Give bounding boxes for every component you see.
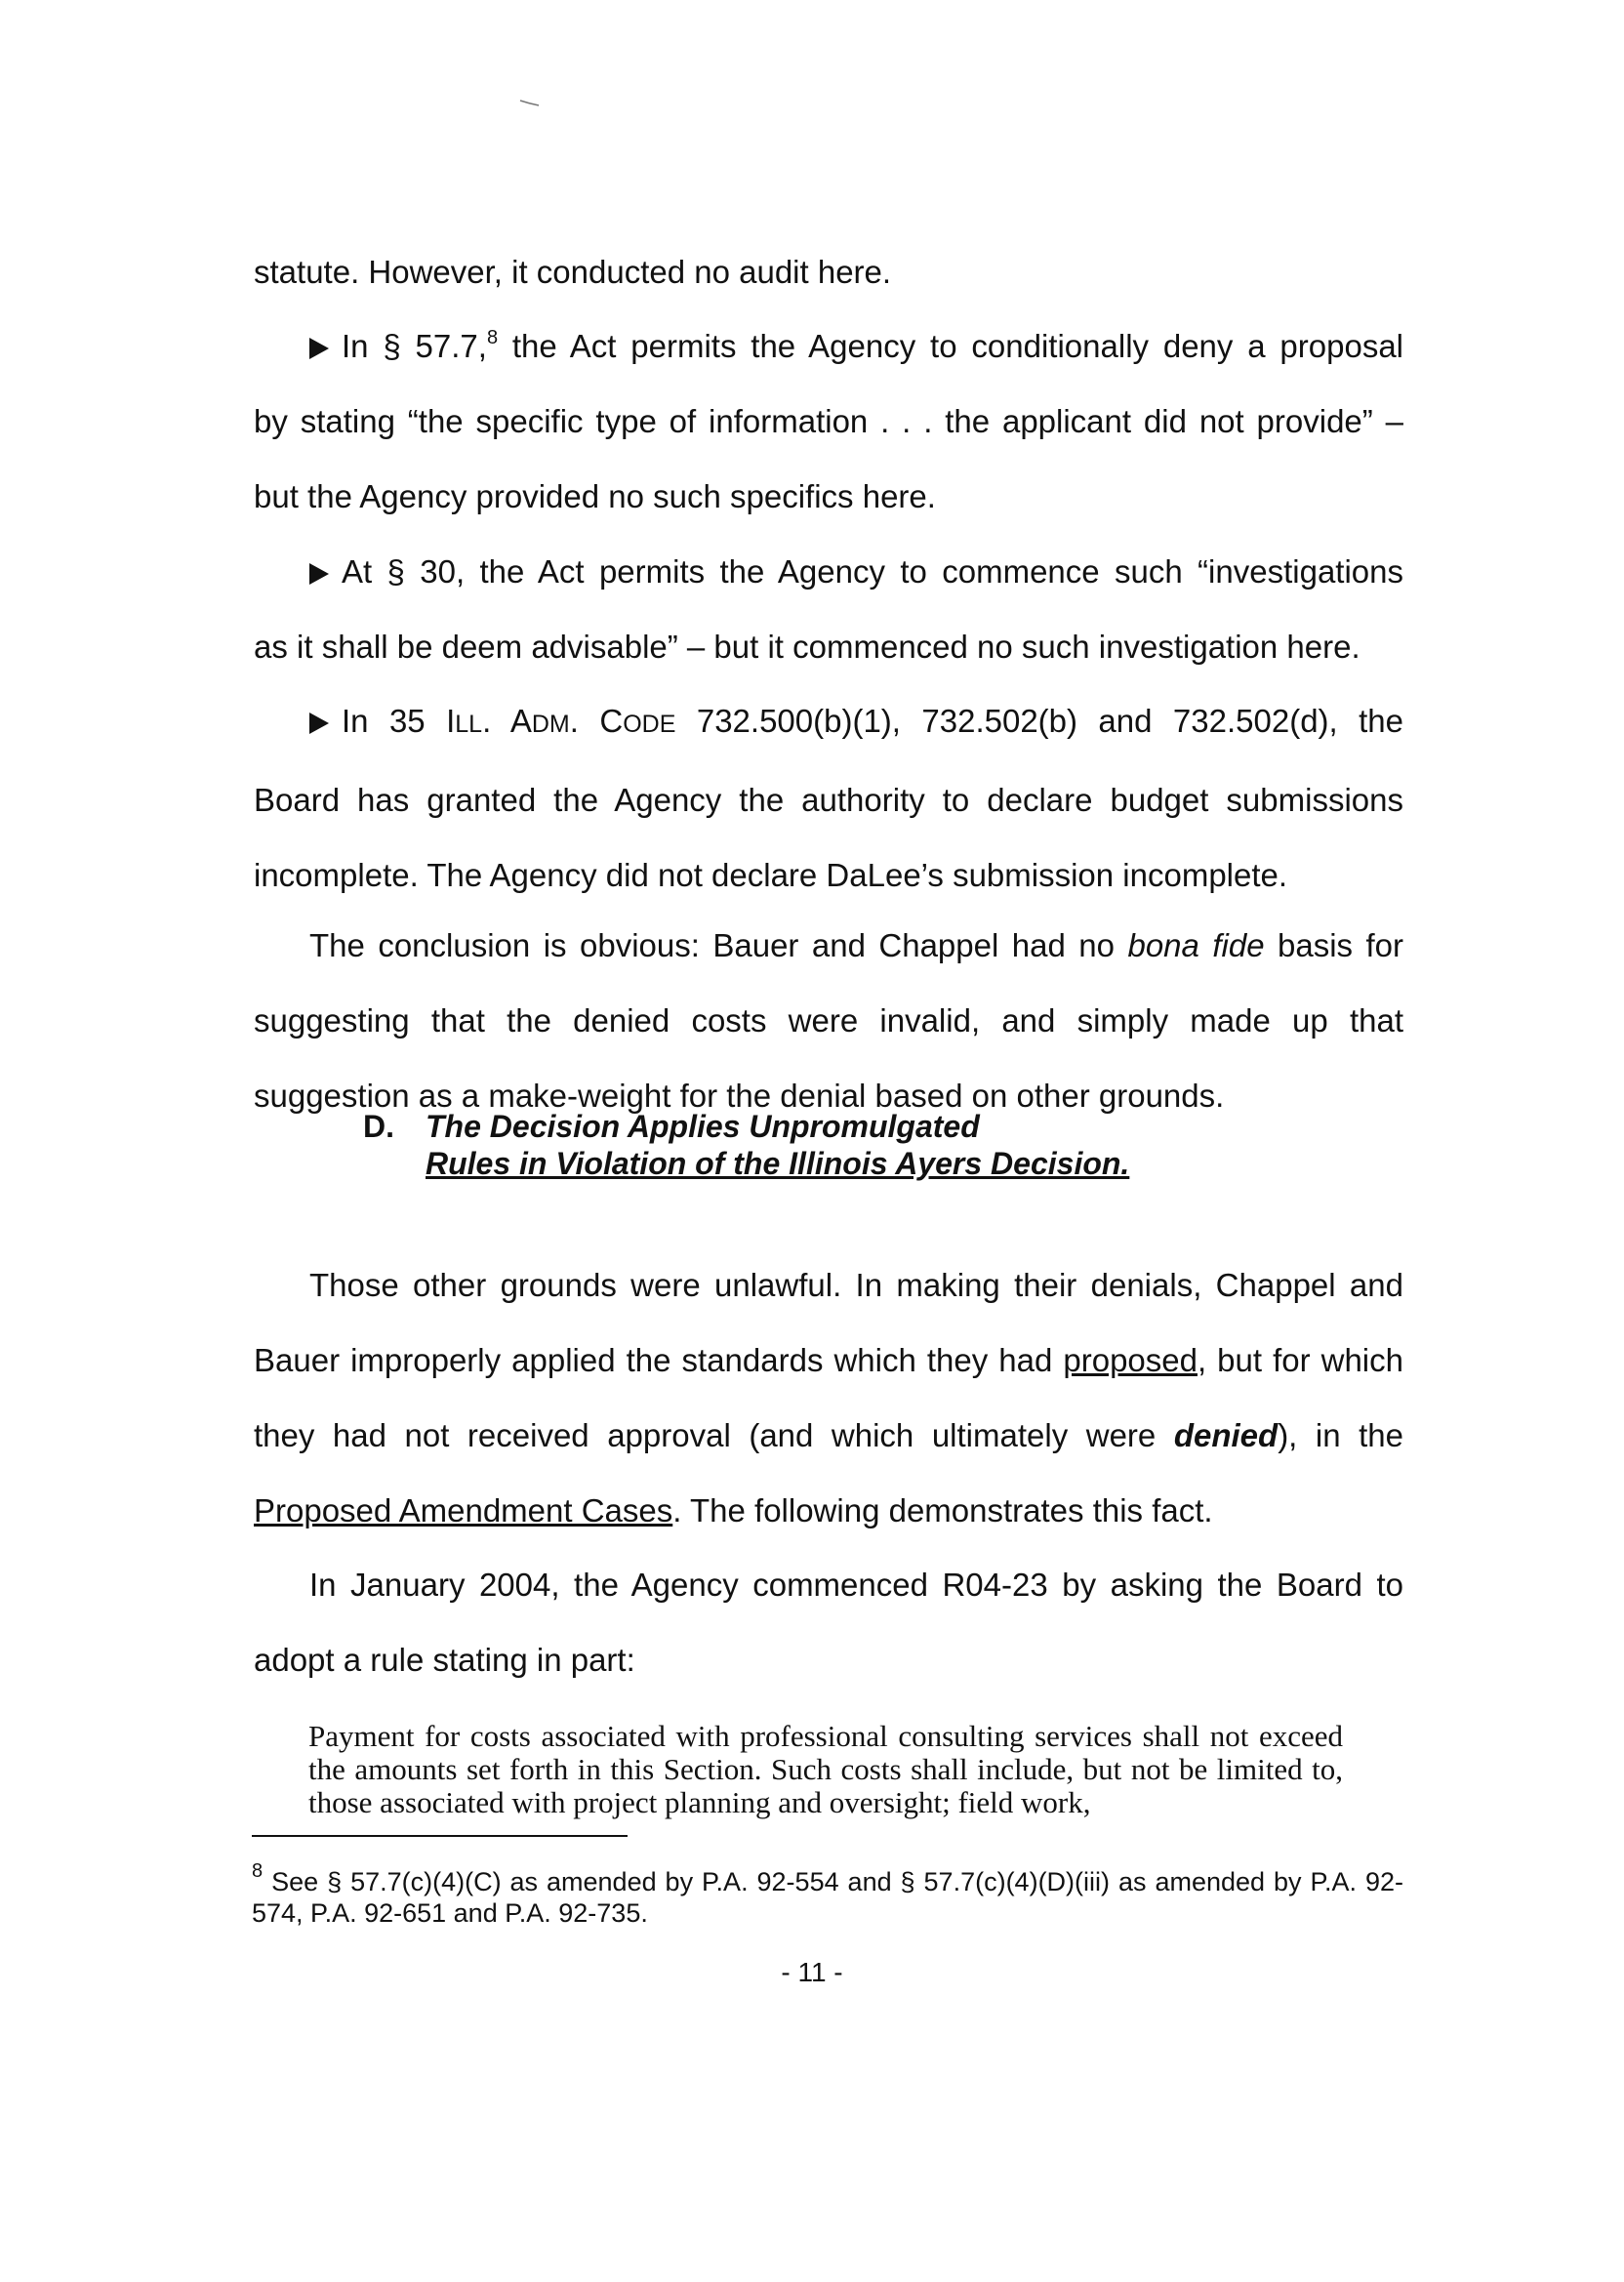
bullet-item-adm-code: [254, 683, 1403, 913]
section-title-line: The Decision Applies Unpromulgated: [426, 1109, 980, 1144]
bullet-item-57-7: [254, 308, 1403, 534]
bullet-line: by stating “the specific type of information . . . the applicant did not provide” –: [254, 403, 1403, 439]
footnote-text: See § 57.7(c)(4)(C) as amended by P.A. 92-554 and § 57.7(c)(4)(D)(iii) as amended by P.A. 92-574, P.A. 92-651 and P.A. 92-735.: [252, 1867, 1403, 1928]
paragraph-line: suggesting that the denied costs were invalid, and simply made up that: [254, 1002, 1403, 1039]
bullet-line: as it shall be deem advisable” – but it commenced no such investigation here.: [254, 629, 1360, 665]
page-number: - 11 -: [781, 1957, 843, 1987]
scan-mark: [519, 98, 541, 107]
paragraph-statute: [254, 234, 1403, 309]
paragraph-line: Proposed Amendment Cases. The following demonstrates this fact.: [254, 1492, 1213, 1528]
bullet-line: Board has granted the Agency the authority to declare budget submissions: [254, 782, 1403, 818]
bullet-triangle-icon: [309, 563, 329, 585]
emphasis-text: denied: [1173, 1417, 1279, 1453]
underlined-text: proposed: [1063, 1342, 1198, 1378]
paragraph-line: In January 2004, the Agency commenced R04-23 by asking the Board to: [309, 1567, 1403, 1603]
footnote-divider: [252, 1835, 628, 1837]
footnote: [252, 1860, 1403, 1929]
underlined-text: Proposed Amendment Cases: [254, 1492, 673, 1528]
bullet-line: but the Agency provided no such specifics here.: [254, 478, 936, 514]
bullet-triangle-icon: [309, 338, 329, 359]
emphasis-text: bona fide: [1127, 927, 1265, 963]
bullet-line: incomplete. The Agency did not declare DaLee’s submission incomplete.: [254, 857, 1288, 893]
paragraph-line: Bauer improperly applied the standards which they had proposed, but for which: [254, 1342, 1403, 1378]
paragraph-text: statute. However, it conducted no audit here.: [254, 254, 892, 290]
paragraph-other-grounds: [254, 1247, 1403, 1548]
bullet-line: At § 30, the Act permits the Agency to commence such “investigations: [254, 534, 1403, 609]
paragraph-january-2004: [254, 1547, 1403, 1697]
paragraph-conclusion: [254, 908, 1403, 1133]
paragraph-line: suggestion as a make-weight for the denial based on other grounds.: [254, 1078, 1225, 1114]
paragraph-line: they had not received approval (and which ultimately were denied), in the: [254, 1417, 1403, 1453]
bullet-item-section-30: [254, 534, 1403, 684]
block-quote: Payment for costs associated with professional consulting services shall not exceed the amounts set forth in this Section. Such costs shall include, but not be limited to, those associated with project planning and oversight; field work,: [308, 1719, 1343, 1819]
section-title-line-underlined: Rules in Violation of the Illinois Ayers Decision.: [426, 1146, 1130, 1181]
paragraph-line: The conclusion is obvious: Bauer and Chappel had no bona fide basis for: [309, 927, 1404, 963]
paragraph-line: adopt a rule stating in part:: [254, 1642, 635, 1678]
bullet-line: In 35 ILL. ADM. CODE 732.500(b)(1), 732.502(b) and 732.502(d), the: [254, 683, 1403, 762]
paragraph-line: Those other grounds were unlawful. In making their denials, Chappel and: [309, 1267, 1403, 1303]
bullet-line: In § 57.7,$^8$ the Act permits the Agency to conditionally deny a proposal: [254, 308, 1403, 384]
bullet-triangle-icon: [309, 713, 329, 734]
footnote-number: 8: [252, 1860, 264, 1882]
section-letter: D.: [363, 1109, 394, 1144]
footnote-ref: 8: [486, 327, 499, 348]
